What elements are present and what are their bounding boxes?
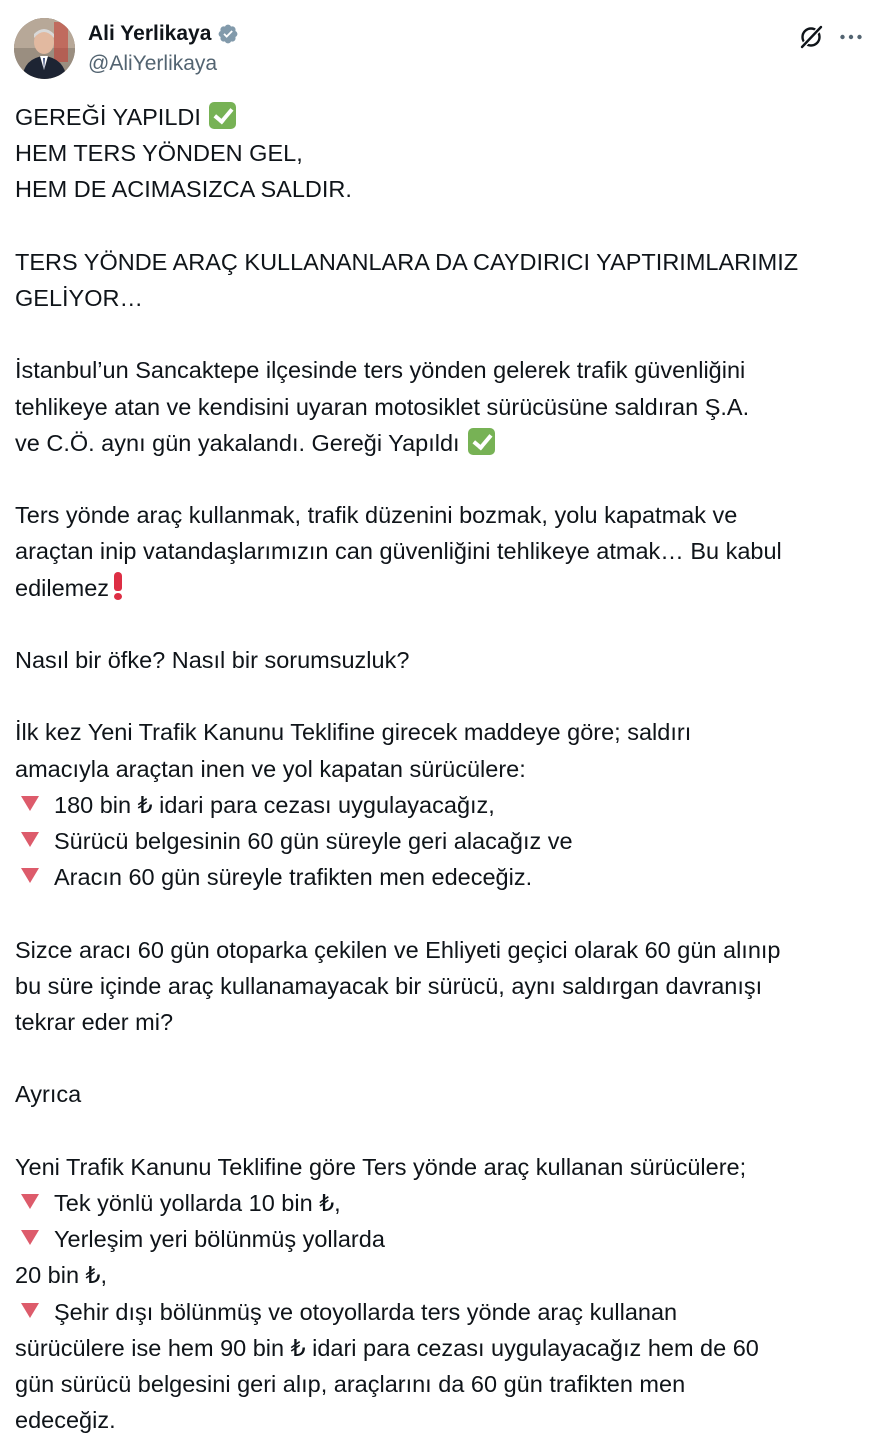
tweet-line: İlk kez Yeni Trafik Kanunu Teklifine girecek maddeye göre; saldırı (15, 719, 692, 746)
red-triangle-icon (21, 796, 39, 811)
paragraph-gap (15, 316, 870, 352)
check-mark-icon (468, 428, 495, 455)
tweet-line: Nasıl bir öfke? Nasıl bir sorumsuzluk? (15, 646, 410, 673)
tweet-line: amacıyla araçtan inen ve yol kapatan sürücülere: (15, 755, 526, 782)
tweet-line (15, 1294, 870, 1330)
paragraph-gap (15, 895, 870, 931)
paragraph-gap (15, 678, 870, 714)
tweet-line (15, 570, 870, 606)
paragraph-gap (15, 606, 870, 642)
red-triangle-icon (21, 868, 39, 883)
red-triangle-icon (21, 832, 39, 847)
display-name-row (88, 20, 239, 48)
paragraph-gap (15, 1040, 870, 1076)
tweet-line: tehlikeye atan ve kendisini uyaran motosiklet sürücüsüne saldıran Ş.A. (15, 393, 750, 420)
avatar[interactable] (14, 18, 75, 79)
tweet-line-text: edilemez (15, 574, 110, 601)
tweet-line: araçtan inip vatandaşlarımızın can güvenliğini tehlikeye atmak… Bu kabul (15, 538, 782, 565)
user-handle[interactable]: @AliYerlikaya (88, 52, 218, 75)
tweet-line-text: GEREĞİ YAPILDI (15, 104, 201, 130)
tweet-line (15, 99, 870, 135)
user-info (88, 20, 239, 78)
tweet-line: bu süre içinde araç kullanamayacak bir sürücü, aynı saldırgan davranışı (15, 972, 763, 999)
red-triangle-icon (21, 1303, 39, 1318)
tweet-header (14, 18, 866, 80)
tweet-line: tekrar eder mi? (15, 1008, 174, 1035)
tweet-line (15, 425, 870, 461)
tweet-line (15, 1221, 870, 1257)
red-triangle-icon (21, 1194, 39, 1209)
tweet-line: Yeni Trafik Kanunu Teklifine göre Ters yönde araç kullanan sürücülere; (15, 1153, 747, 1180)
more-options-icon[interactable] (838, 24, 864, 50)
tweet-line: Ayrıca (15, 1081, 82, 1108)
tweet-line: gün sürücü belgesini geri alıp, araçlarını da 60 gün trafikten men (15, 1370, 686, 1397)
verified-badge-icon[interactable] (217, 23, 239, 45)
tweet-line: edeceğiz. (15, 1407, 116, 1434)
paragraph-gap (15, 208, 870, 244)
tweet-line: sürücülere ise hem 90 bin ₺ idari para cezası uygulayacağız hem de 60 (15, 1334, 759, 1361)
tweet-text (15, 99, 870, 1438)
red-triangle-icon (21, 1230, 39, 1245)
tweet-line-text: Yerleşim yeri bölünmüş yollarda (54, 1226, 385, 1253)
tweet-line (15, 787, 870, 823)
tweet-line: GELİYOR… (15, 285, 143, 311)
tweet-line (15, 1185, 870, 1221)
tweet-line: TERS YÖNDE ARAÇ KULLANANLARA DA CAYDIRICI YAPTIRIMLARIMIZ (15, 248, 799, 275)
tweet-line: İstanbul’un Sancaktepe ilçesinde ters yönden gelerek trafik güvenliğini (15, 357, 746, 384)
tweet-line-text: Şehir dışı bölünmüş ve otoyollarda ters yönde araç kullanan (54, 1298, 678, 1325)
grok-icon[interactable] (798, 24, 824, 50)
tweet-line-text: ve C.Ö. aynı gün yakalandı. Gereği Yapıldı (15, 429, 460, 456)
check-mark-icon (209, 102, 236, 129)
exclamation-icon (113, 572, 123, 600)
tweet-line (15, 859, 870, 895)
tweet-line: HEM DE ACIMASIZCA SALDIR. (15, 176, 352, 203)
tweet-line-text: Sürücü belgesinin 60 gün süreyle geri alacağız ve (54, 827, 573, 854)
tweet-line-text: Tek yönlü yollarda 10 bin ₺, (54, 1189, 341, 1216)
tweet-line (15, 823, 870, 859)
display-name[interactable]: Ali Yerlikaya (88, 22, 212, 45)
tweet-line: Ters yönde araç kullanmak, trafik düzenini bozmak, yolu kapatmak ve (15, 502, 738, 529)
paragraph-gap (15, 461, 870, 497)
tweet-line: Sizce aracı 60 gün otoparka çekilen ve Ehliyeti geçici olarak 60 gün alınıp (15, 936, 781, 963)
tweet-line-text: 180 bin ₺ idari para cezası uygulayacağız, (54, 791, 495, 818)
paragraph-gap (15, 1113, 870, 1149)
tweet-line-text: Aracın 60 gün süreyle trafikten men edeceğiz. (54, 864, 533, 891)
portrait-icon (14, 18, 75, 79)
tweet-line: 20 bin ₺, (15, 1262, 108, 1289)
tweet-line: HEM TERS YÖNDEN GEL, (15, 140, 303, 167)
